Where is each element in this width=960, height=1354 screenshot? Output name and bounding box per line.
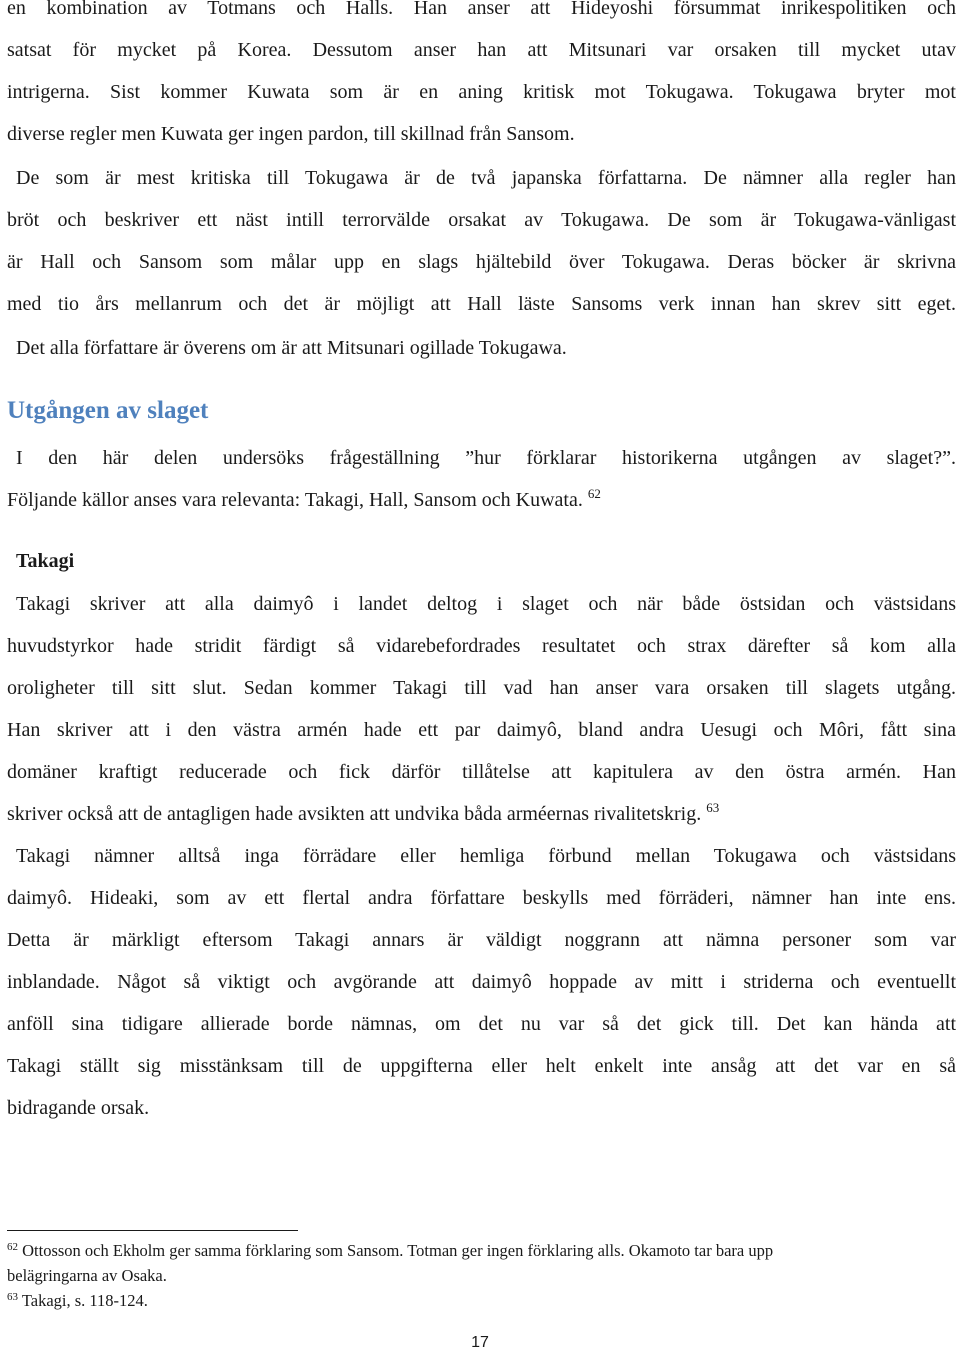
- text-line: Takagi nämner alltså inga förrädare eller hemliga förbund mellan Tokugawa och västsidans: [16, 845, 956, 867]
- text-line: satsat för mycket på Korea. Dessutom anser han att Mitsunari var orsaken till mycket utav: [7, 39, 956, 61]
- text-line: diverse regler men Kuwata ger ingen pardon, till skillnad från Sansom.: [7, 123, 575, 145]
- subheading: Takagi: [16, 550, 75, 572]
- text-line: intrigerna. Sist kommer Kuwata som är en aning kritisk mot Tokugawa. Tokugawa bryter mot: [7, 81, 956, 103]
- text-line: De som är mest kritiska till Tokugawa är de två japanska författarna. De nämner alla regler han: [16, 167, 956, 189]
- text-line: med tio års mellanrum och det är möjligt att Hall läste Sansoms verk innan han skrev sitt eget.: [7, 293, 956, 315]
- text-line: Takagi skriver att alla daimyô i landet deltog i slaget och när både östsidan och västsidans: [16, 593, 956, 615]
- text-line: oroligheter till sitt slut. Sedan kommer Takagi till vad han anser vara orsaken till slagets utgång.: [7, 677, 956, 699]
- footnote-62: [7, 1240, 956, 1261]
- text-line: inblandade. Något så viktigt och avgörande att daimyô hoppade av mitt i striderna och eventuellt: [7, 971, 956, 993]
- section-heading: Utgången av slaget: [7, 397, 209, 424]
- footnote-ref: 63: [706, 800, 720, 815]
- text-line: anföll sina tidigare allierade borde nämnas, om det nu var så det gick till. Det kan hända att: [7, 1013, 956, 1035]
- text-line: en kombination av Totmans och Halls. Han anser att Hideyoshi försummat inrikespolitiken och: [7, 0, 956, 19]
- footnote-ref: 62: [587, 486, 601, 501]
- text-line: är Hall och Sansom som målar upp en slags hjältebild över Tokugawa. Deras böcker är skrivna: [7, 251, 956, 273]
- footnote-62-cont: belägringarna av Osaka.: [7, 1266, 167, 1285]
- text-line: daimyô. Hideaki, som av ett flertal andra författare beskylls med förräderi, nämner han inte ens.: [7, 887, 956, 909]
- text-line: [7, 802, 956, 826]
- text-line: bidragande orsak.: [7, 1097, 150, 1119]
- text-line: Detta är märkligt eftersom Takagi annars är väldigt noggrann att nämna personer som var: [7, 929, 956, 951]
- text-span: Följande källor anses vara relevanta: Takagi, Hall, Sansom och Kuwata.: [7, 489, 583, 511]
- footnote-63: [7, 1290, 956, 1311]
- text-line: Det alla författare är överens om är att Mitsunari ogillade Tokugawa.: [16, 337, 567, 359]
- footnote-number: 62: [7, 1241, 18, 1253]
- footnote-divider: [7, 1230, 298, 1231]
- text-line: I den här delen undersöks frågeställning ”hur förklarar historikerna utgången av slaget?”.: [16, 447, 956, 469]
- text-line: Han skriver att i den västra armén hade ett par daimyô, bland andra Uesugi och Môri, fått sina: [7, 719, 956, 741]
- text-line: Takagi ställt sig misstänksam till de uppgifterna eller helt enkelt inte ansåg att det var en så: [7, 1055, 956, 1077]
- footnote-text: Takagi, s. 118-124.: [21, 1291, 148, 1310]
- text-line: bröt och beskriver ett näst intill terrorvälde orsakat av Tokugawa. De som är Tokugawa-vänligast: [7, 209, 956, 231]
- page-number: 17: [471, 1334, 489, 1351]
- text-line: huvudstyrkor hade stridit färdigt så vidarebefordrades resultatet och strax därefter så kom alla: [7, 635, 956, 657]
- text-line: domäner kraftigt reducerade och fick därför tillåtelse att kapitulera av den östra armén. Han: [7, 761, 956, 783]
- text-line: [7, 488, 956, 512]
- footnote-text: Ottosson och Ekholm ger samma förklaring som Sansom. Totman ger ingen förklaring alls. Okamoto tar bara upp: [22, 1241, 774, 1260]
- text-span: skriver också att de antagligen hade avsikten att undvika båda arméernas rivalitetskrig.: [7, 803, 702, 825]
- footnote-number: 63: [7, 1291, 18, 1303]
